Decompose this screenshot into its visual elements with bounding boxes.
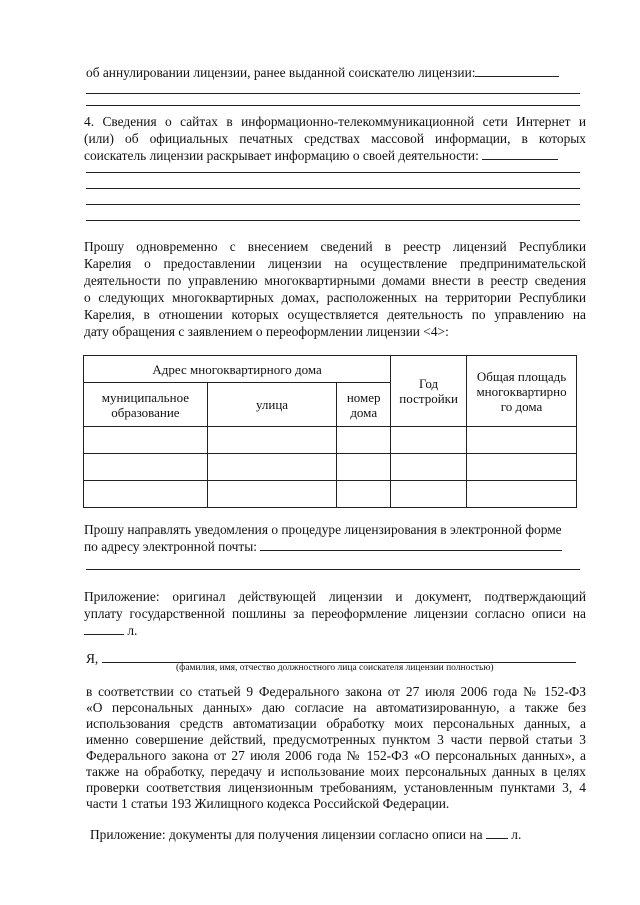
section4-line: 4. Сведения о сайтах в информационно-телекоммуникационной сети Интернет и: [84, 114, 586, 129]
section4-blank[interactable]: [482, 148, 558, 160]
section4-paragraph: [84, 113, 586, 164]
consent-line: использования средств автоматизации обработку моих персональных данных, а: [86, 716, 586, 731]
table-cell[interactable]: [337, 427, 391, 454]
consent-line: также на обработку, передачу и использование моих персональных данных в целях: [86, 764, 586, 779]
request-line: Прошу одновременно с внесением сведений в реестр лицензий Республики: [84, 239, 586, 254]
pages-blank[interactable]: [84, 623, 124, 635]
table-row: [84, 454, 577, 481]
consent-paragraph: [86, 683, 586, 811]
consent-line: «О персональных данных» даю согласие на автоматизированную, а также без: [86, 700, 586, 715]
email-blank[interactable]: [260, 539, 562, 551]
full-name-caption: (фамилия, имя, отчество должностного лица соискателя лицензии полностью): [176, 663, 494, 673]
table-cell[interactable]: [467, 481, 577, 508]
blank-line[interactable]: [86, 105, 580, 106]
annulment-text: об аннулировании лицензии, ранее выданной соискателю лицензии:: [86, 65, 476, 80]
address-group-header: Адрес многоквартирного дома: [84, 356, 391, 383]
attachment2-text: Приложение: документы для получения лицензии согласно описи на: [90, 827, 483, 842]
table-cell[interactable]: [391, 481, 467, 508]
email-label: по адресу электронной почты:: [84, 539, 257, 554]
consent-prefix: Я,: [86, 651, 99, 666]
request-line: дату обращения с заявлением о переоформлении лицензии <4>:: [84, 324, 449, 339]
blank-line[interactable]: [86, 220, 580, 221]
section4-line: соискатель лицензии раскрывает информацию о своей деятельности:: [84, 148, 479, 163]
consent-line: проверки соответствия лицензионным требованиям, установленным пунктами 3, 4: [86, 780, 586, 795]
street-header: улица: [207, 383, 336, 427]
blank-line[interactable]: [86, 569, 580, 570]
table-row: [84, 481, 577, 508]
table-cell[interactable]: [337, 454, 391, 481]
consent-line: именно совершение действий, предусмотренных пунктом 3 части первой статьи 3: [86, 732, 586, 747]
section4-line: (или) об официальных печатных средствах массовой информации, в которых: [84, 131, 586, 146]
table-cell[interactable]: [467, 427, 577, 454]
email-paragraph: [84, 521, 586, 555]
request-paragraph: [84, 238, 586, 340]
table-cell[interactable]: [207, 454, 336, 481]
consent-line: в соответствии со статьей 9 Федерального закона от 27 июля 2006 года № 152-ФЗ: [86, 684, 586, 699]
attachment-paragraph: [84, 588, 586, 639]
year-header: Год постройки: [391, 356, 467, 427]
table-cell[interactable]: [467, 454, 577, 481]
consent-line: Федерального закона от 27 июля 2006 года № 152-ФЗ «О персональных данных», а: [86, 748, 586, 763]
area-header: Общая площадь многоквартирно го дома: [467, 356, 577, 427]
attachment-line: уплату государственной пошлины за переоформление лицензии согласно описи на: [84, 606, 586, 621]
table-cell[interactable]: [207, 427, 336, 454]
annulment-paragraph: [86, 64, 586, 81]
blank-line[interactable]: [86, 204, 580, 205]
table-cell[interactable]: [84, 454, 208, 481]
request-line: Карелия о предоставлении лицензии на осуществление предпринимательской: [84, 256, 586, 271]
table-cell[interactable]: [84, 427, 208, 454]
email-line: Прошу направлять уведомления о процедуре лицензирования в электронной форме: [84, 522, 562, 537]
blank-line[interactable]: [86, 188, 580, 189]
attachment2-blank[interactable]: [486, 827, 508, 839]
municipal-header: муниципальное образование: [84, 383, 208, 427]
request-line: деятельности по управлению многоквартирными домами внести в реестр сведения: [84, 273, 586, 288]
annulment-blank[interactable]: [475, 65, 559, 77]
attachment2-suffix: л.: [511, 827, 522, 842]
pages-suffix: л.: [127, 623, 138, 638]
address-table: [83, 355, 577, 508]
house-header: номер дома: [337, 383, 391, 427]
table-cell[interactable]: [391, 454, 467, 481]
request-line: Карелия, в отношении которых осуществляется деятельность по управлению на: [84, 307, 586, 322]
attachment-line: Приложение: оригинал действующей лицензии и документ, подтверждающий: [84, 589, 586, 604]
blank-line[interactable]: [86, 172, 580, 173]
table-row: [84, 427, 577, 454]
table-cell[interactable]: [84, 481, 208, 508]
request-line: о следующих многоквартирных домах, расположенных на территории Республики: [84, 290, 586, 305]
full-name-blank[interactable]: [102, 651, 576, 663]
table-cell[interactable]: [337, 481, 391, 508]
table-cell[interactable]: [207, 481, 336, 508]
blank-line[interactable]: [86, 93, 580, 94]
table-header-row: [84, 356, 577, 383]
table-cell[interactable]: [391, 427, 467, 454]
consent-line: части 1 статьи 193 Жилищного кодекса Российской Федерации.: [86, 796, 450, 811]
attachment2-paragraph: [90, 826, 590, 843]
